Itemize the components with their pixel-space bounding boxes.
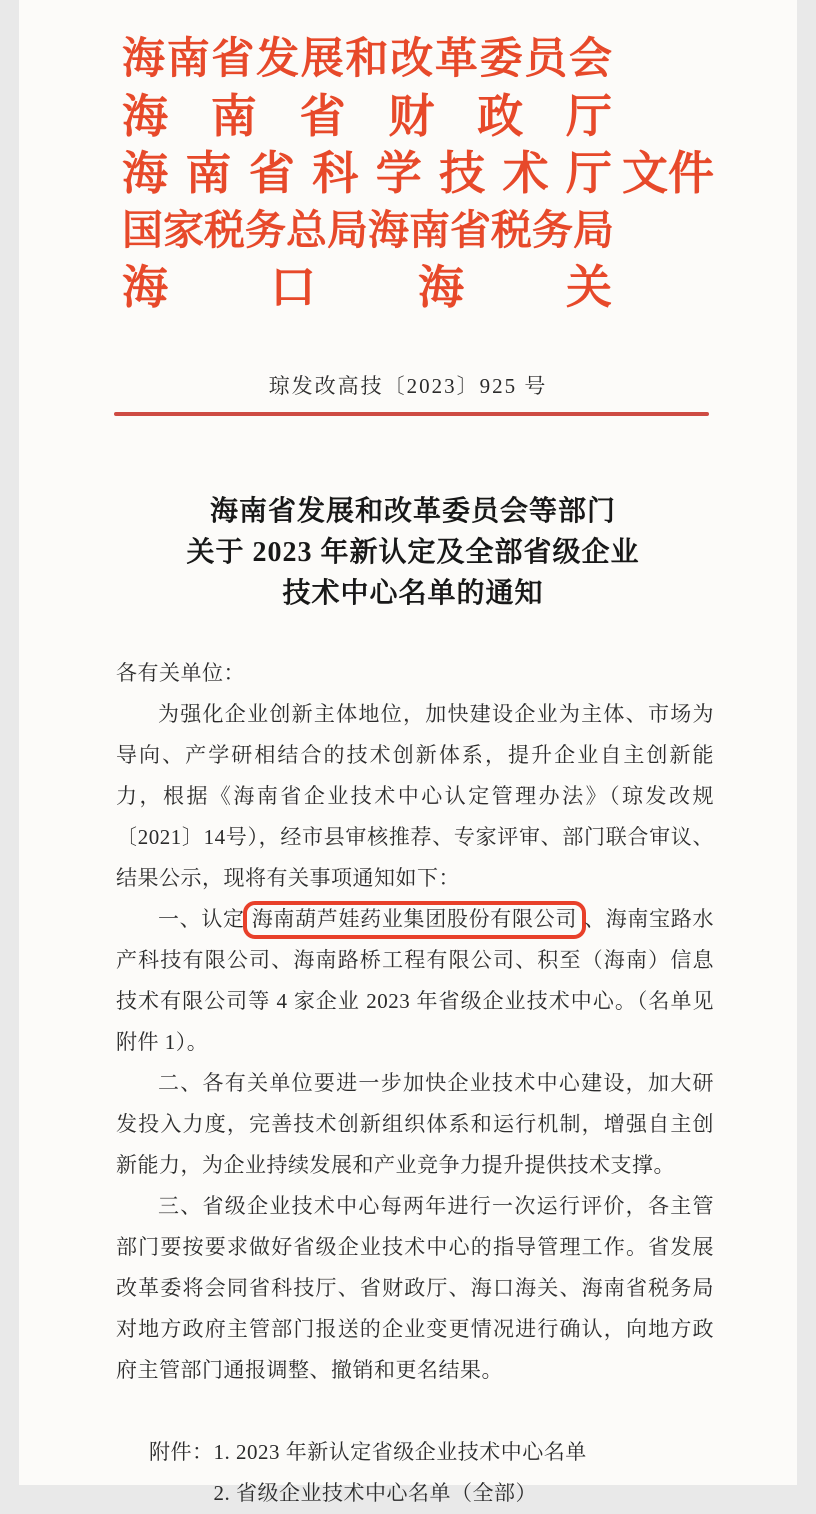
letterhead-line-5 bbox=[122, 259, 816, 316]
title-line-3: 技术中心名单的通知 bbox=[282, 578, 544, 609]
attachments-list bbox=[214, 1432, 587, 1514]
agency-name: 国家税务总局海南省税务局 bbox=[122, 207, 614, 253]
paragraph-2-prefix: 一、认定 bbox=[158, 907, 245, 931]
paragraph-1: 为强化企业创新主体地位，加快建设企业为主体、市场为导向、产学研相结合的技术创新体系，提升企业自主创新能力，根据《海南省企业技术中心认定管理办法》（琼发改规〔2021〕14号），经市县审核推荐、专家评审、部门联合审议、结果公示，现将有关事项通知如下： bbox=[116, 702, 714, 890]
paragraph-4: 三、省级企业技术中心每两年进行一次运行评价，各主管部门要按要求做好省级企业技术中心的指导管理工作。省发展改革委将会同省科技厅、省财政厅、海口海关、海南省税务局对地方政府主管部门报送的企业变更情况进行确认，向地方政府主管部门通报调整、撤销和更名结果。 bbox=[116, 1194, 714, 1382]
official-document-page bbox=[19, 0, 797, 1505]
document-title bbox=[109, 491, 717, 614]
red-divider-line bbox=[114, 412, 709, 416]
company-highlight-box: 海南葫芦娃药业集团股份有限公司 bbox=[243, 901, 586, 939]
paragraph-2-suffix: 、海南宝路水产科技有限公司、海南路桥工程有限公司、积至（海南）信息技术有限公司等 4 家企业 2023 年省级企业技术中心。（名单见附件 1）。 bbox=[116, 907, 714, 1054]
attachment-item: 2. 省级企业技术中心名单（全部） bbox=[213, 1481, 537, 1505]
attachments-block bbox=[116, 1432, 714, 1514]
paragraph-2 bbox=[116, 899, 714, 1063]
document-word-suffix: 文件 bbox=[622, 148, 714, 199]
title-line-1: 海南省发展和改革委员会等部门 bbox=[209, 496, 616, 527]
agency-name: 海口海关 bbox=[122, 262, 612, 313]
agency-name: 海南省发展和改革委员会 bbox=[122, 36, 612, 83]
paragraph-3: 二、各有关单位要进一步加快企业技术中心建设，加大研发投入力度，完善技术创新组织体系和运行机制，增强自主创新能力，为企业持续发展和产业竞争力提升提供技术支撑。 bbox=[116, 1071, 714, 1177]
agency-name: 海南省科学技术厅 bbox=[122, 148, 612, 199]
attachment-item: 1. 2023 年新认定省级企业技术中心名单 bbox=[213, 1440, 587, 1464]
title-line-2: 关于 2023 年新认定及全部省级企业 bbox=[186, 537, 640, 568]
letterhead-line-2 bbox=[122, 88, 816, 145]
agency-name: 海南省财政厅 bbox=[122, 91, 612, 142]
letterhead-line-4 bbox=[122, 202, 816, 259]
attachments-label: 附件： bbox=[149, 1440, 214, 1464]
letterhead bbox=[122, 31, 816, 316]
document-body bbox=[116, 653, 714, 1514]
letterhead-line-3 bbox=[122, 145, 816, 202]
letterhead-line-1 bbox=[122, 31, 816, 88]
document-number: 琼发改高技〔2023〕925 号 bbox=[268, 374, 548, 398]
greeting-line: 各有关单位： bbox=[116, 661, 245, 685]
